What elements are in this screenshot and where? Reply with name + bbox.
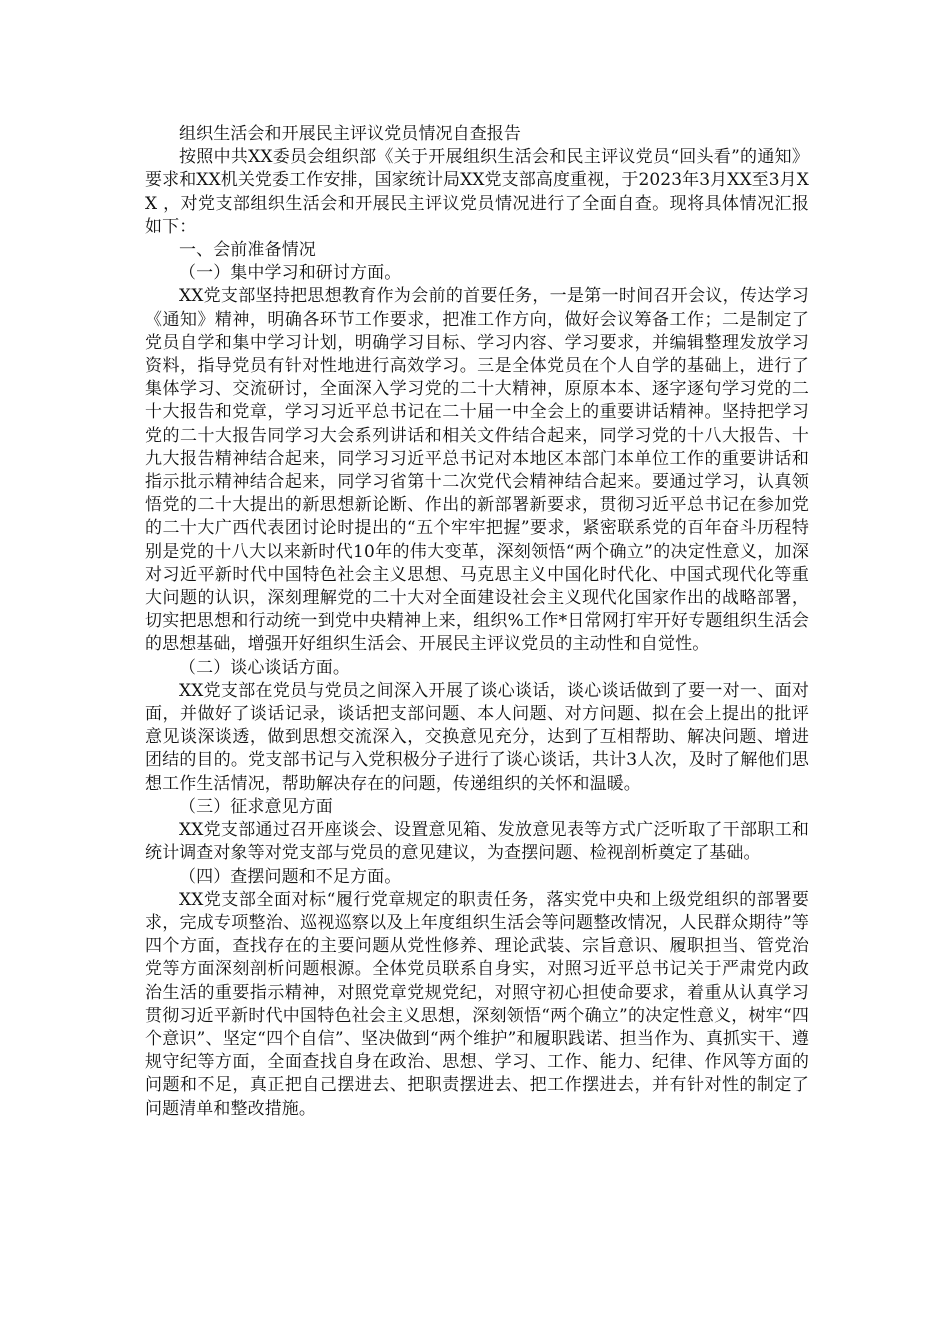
intro-paragraph: 按照中共XX委员会组织部《关于开展组织生活会和民主评议党员“回头看”的通知》要求和XX机关党委工作安排，国家统计局XX党支部高度重视，于2023年3月XX至3月XX ，对党支部组织生活会和开展民主评议党员情况进行了全面自查。现将具体情况汇报如下： bbox=[145, 147, 809, 237]
subsection-body-problems: XX党支部全面对标“履行党章规定的职责任务，落实党中央和上级党组织的部署要求，完成专项整治、巡视巡察以及上年度组织生活会等问题整改情况，人民群众期待”等四个方面，查找存在的主要问题从党性修养、理论武装、宗旨意识、履职担当、管党治党等方面深刻剖析问题根源。全体党员联系自身实，对照习近平总书记关于严肃党内政治生活的重要指示精神，对照党章党规党纪，对照守初心担使命要求，着重从认真学习贯彻习近平新时代中国特色社会主义思想，深刻领悟“两个确立”的决定性意义，树牢“四个意识”、坚定“四个自信”、坚决做到“两个维护”和履职践诺、担当作为、真抓实干、遵规守纪等方面，全面查找自身在政治、思想、学习、工作、能力、纪律、作风等方面的问题和不足，真正把自己摆进去、把职责摆进去、把工作摆进去，并有针对性的制定了问题清单和整改措施。 bbox=[145, 889, 809, 1119]
section-heading-preparation: 一、会前准备情况 bbox=[179, 240, 316, 261]
subsection-body-study: XX党支部坚持把思想教育作为会前的首要任务，一是第一时间召开会议，传达学习《通知》精神，明确各环节工作要求，把准工作方向，做好会议筹备工作；二是制定了党员自学和集中学习计划，明确学习目标、学习内容、学习要求，并编辑整理发放学习资料，指导党员有针对性地进行高效学习。三是全体党员在个人自学的基础上，进行了集体学习、交流研讨，全面深入学习党的二十大精神，原原本本、逐字逐句学习党的二十大报告和党章，学习习近平总书记在二十届一中全会上的重要讲话精神。坚持把学习党的二十大报告同学习大会系列讲话和相关文件结合起来，同学习党的十八大报告、十九大报告精神结合起来，同学习习近平总书记对本地区本部门本单位工作的重要讲话和指示批示精神结合起来，同学习省第十二次党代会精神结合起来。要通过学习，认真领悟党的二十大提出的新思想新论断、作出的新部署新要求，贯彻习近平总书记在参加党的二十大广西代表团讨论时提出的“五个牢牢把握”要求，紧密联系党的百年奋斗历程特别是党的十八大以来新时代10年的伟大变革，深刻领悟“两个确立”的决定性意义，加深对习近平新时代中国特色社会主义思想、马克思主义中国化时代化、中国式现代化等重大问题的认识，深刻理解党的二十大对全面建设社会主义现代化国家作出的战略部署，切实把思想和行动统一到党中央精神上来，组织%工作*日常网打牢开好专题组织生活会的思想基础，增强开好组织生活会、开展民主评议党员的主动性和自觉性。 bbox=[145, 286, 809, 655]
subsection-heading-study: （一）集中学习和研讨方面。 bbox=[179, 263, 402, 284]
subsection-heading-talks: （二）谈心谈话方面。 bbox=[179, 657, 350, 678]
subsection-body-opinions: XX党支部通过召开座谈会、设置意见箱、发放意见表等方式广泛听取了干部职工和统计调查对象等对党支部与党员的意见建议，为查摆问题、检视剖析奠定了基础。 bbox=[145, 820, 809, 864]
document-title: 组织生活会和开展民主评议党员情况自查报告 bbox=[179, 124, 521, 144]
subsection-heading-problems: （四）查摆问题和不足方面。 bbox=[179, 866, 402, 887]
subsection-body-talks: XX党支部在党员与党员之间深入开展了谈心谈话，谈心谈话做到了要一对一、面对面，并做好了谈话记录，谈话把支部问题、本人问题、对方问题、拟在会上提出的批评意见谈深谈透，做到思想交流深入，交换意见充分，达到了互相帮助、解决问题、增进团结的目的。党支部书记与入党积极分子进行了谈心谈话，共计3人次，及时了解他们思想工作生活情况，帮助解决存在的问题，传递组织的关怀和温暖。 bbox=[145, 680, 809, 794]
subsection-heading-opinions: （三）征求意见方面 bbox=[179, 796, 333, 817]
document-page bbox=[145, 123, 809, 1121]
